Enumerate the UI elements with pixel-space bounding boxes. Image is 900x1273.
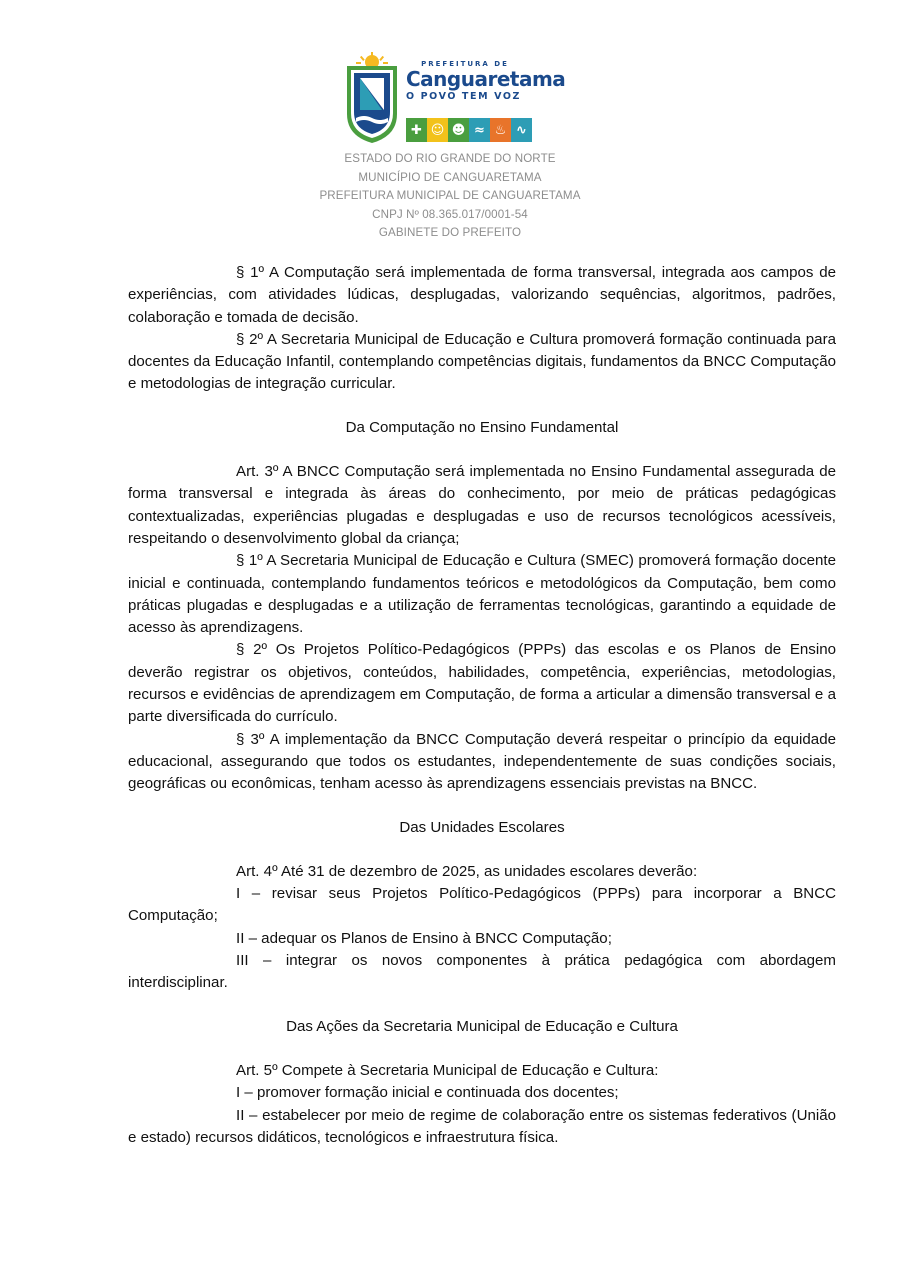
list-item: II – adequar os Planos de Ensino à BNCC Computação; — [236, 929, 612, 947]
organization-block — [0, 150, 900, 243]
list-item: I – revisar seus Projetos Político-Pedagógicos (PPPs) para incorporar a BNCC Computação; — [128, 885, 836, 925]
plus-icon: ✚ — [406, 118, 427, 142]
people-icon: ☺ — [427, 118, 448, 142]
org-line: GABINETE DO PREFEITO — [378, 226, 522, 239]
paragraph: § 2º Os Projetos Político-Pedagógicos (PPPs) das escolas e os Planos de Ensino deverão registrar os objetivos, conteúdos, habilidades, competência, experiências, metodologias, recursos e evidências de aprendizagem em Computação, de forma a articular a dimensão transversal e a parte diversificada do currículo. — [128, 641, 836, 726]
municipality-logo — [344, 52, 566, 148]
shield-emblem-icon — [344, 52, 400, 144]
org-line: PREFEITURA MUNICIPAL DE CANGUARETAMA — [319, 189, 581, 202]
logo-name: Canguaretama — [406, 67, 566, 91]
paragraph: § 2º A Secretaria Municipal de Educação e Cultura promoverá formação continuada para docentes da Educação Infantil, contemplando competências digitais, fundamentos da BNCC Computação e metodologias de integração curricular. — [128, 330, 836, 393]
letterhead — [0, 52, 900, 243]
fish-icon: ≈ — [469, 118, 490, 142]
document-body — [128, 262, 836, 1149]
logo-text — [406, 60, 566, 102]
paragraph: Art. 5º Compete à Secretaria Municipal de Educação e Cultura: — [236, 1061, 659, 1079]
section-heading: Da Computação no Ensino Fundamental — [345, 418, 619, 436]
people-icon: ☻ — [448, 118, 469, 142]
list-item: II – estabelecer por meio de regime de colaboração entre os sistemas federativos (União e estado) recursos didáticos, tecnológicos e infraestrutura física. — [128, 1106, 836, 1146]
paragraph: Art. 4º Até 31 de dezembro de 2025, as unidades escolares deverão: — [236, 862, 698, 880]
logo-slogan: O POVO TEM VOZ — [406, 91, 522, 102]
section-heading: Das Ações da Secretaria Municipal de Educação e Cultura — [286, 1017, 678, 1035]
flame-icon: ♨ — [490, 118, 511, 142]
org-line: MUNICÍPIO DE CANGUARETAMA — [358, 170, 542, 184]
wave-icon: ∿ — [511, 118, 532, 142]
paragraph: Art. 3º A BNCC Computação será implementada no Ensino Fundamental assegurada de forma transversal e integrada às áreas do conhecimento, por meio de práticas pedagógicas contextualizadas, experiências plugadas e desplugadas e uso de recursos tecnológicos acessíveis, respeitando o desenvolvimento global da criança; — [128, 463, 836, 547]
paragraph: § 3º A implementação da BNCC Computação deverá respeitar o princípio da equidade educacional, assegurando que todos os estudantes, independentemente de suas condições sociais, geográficas ou econômicas, tenham acesso às aprendizagens essenciais previstas na BNCC. — [128, 730, 836, 793]
logo-icon-strip — [406, 118, 532, 142]
org-line: ESTADO DO RIO GRANDE DO NORTE — [344, 152, 556, 165]
section-heading: Das Unidades Escolares — [399, 818, 565, 836]
list-item: I – promover formação inicial e continuada dos docentes; — [236, 1084, 619, 1102]
org-line: CNPJ Nº 08.365.017/0001-54 — [372, 207, 528, 221]
paragraph: § 1º A Computação será implementada de forma transversal, integrada aos campos de experiências, com atividades lúdicas, desplugadas, valorizando sequências, algoritmos, padrões, colaboração e tomada de decisão. — [128, 264, 836, 326]
paragraph: § 1º A Secretaria Municipal de Educação e Cultura (SMEC) promoverá formação docente inicial e continuada, contemplando fundamentos teóricos e metodológicos da Computação, bem como práticas plugadas e desplugadas e a utilização de ferramentas tecnológicas, garantindo a equidade de acesso às aprendizagens. — [128, 552, 836, 637]
logo-prefix: PREFEITURA DE — [421, 60, 509, 68]
list-item: III – integrar os novos componentes à prática pedagógica com abordagem interdisciplinar. — [128, 952, 836, 992]
